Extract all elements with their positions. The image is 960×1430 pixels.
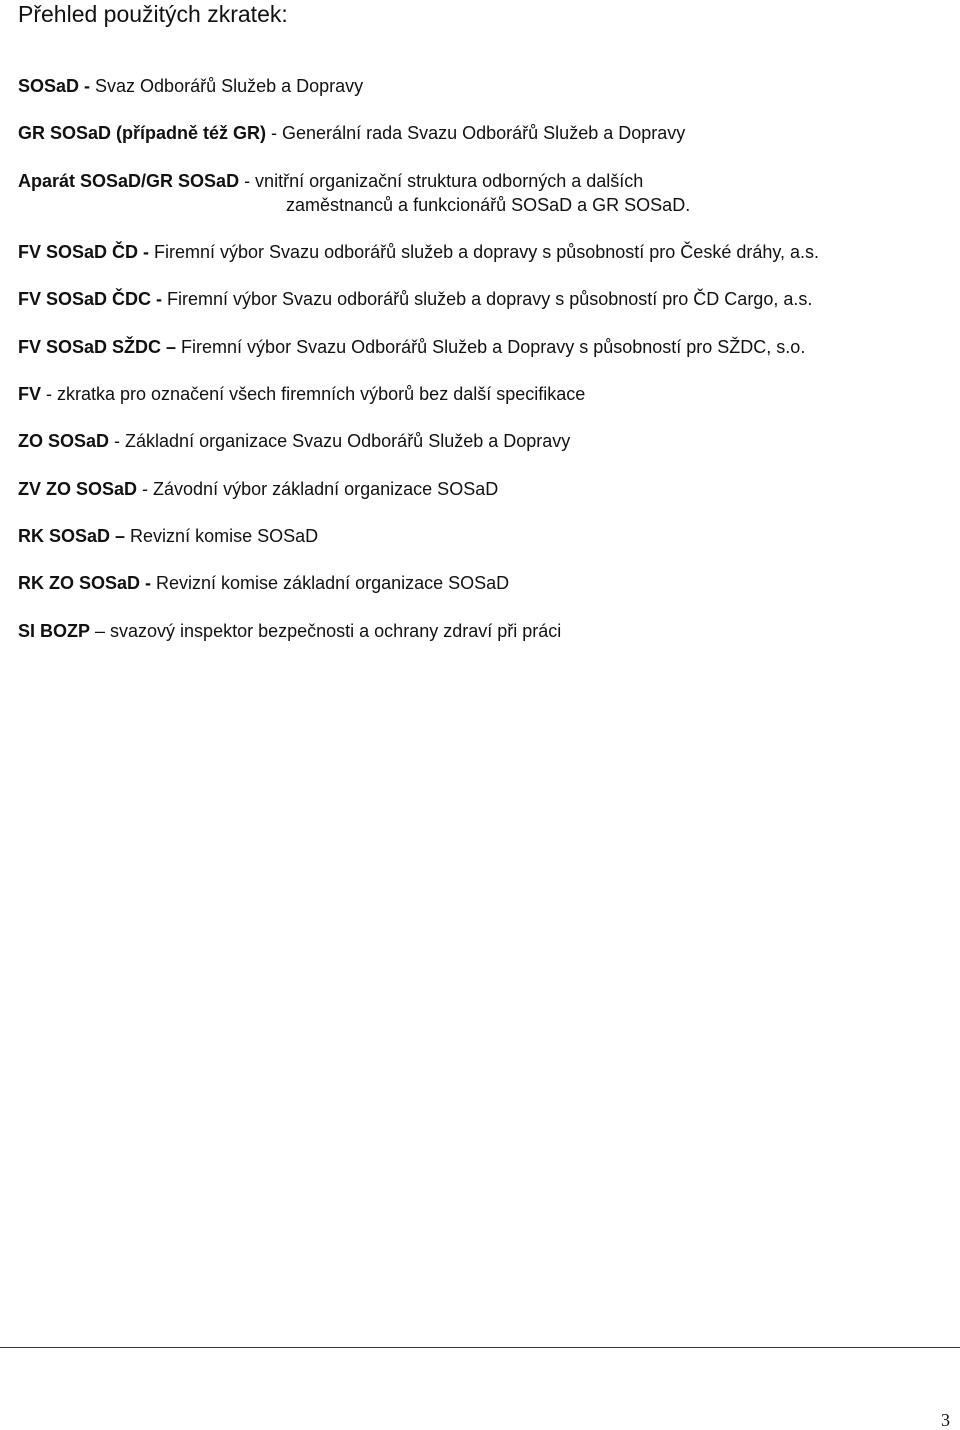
abbreviation-entry: [18, 122, 685, 144]
page-number: 3: [941, 1410, 950, 1430]
abbreviation: ZV ZO SOSaD: [18, 479, 138, 499]
abbreviation: SOSaD -: [18, 76, 91, 96]
abbreviation: RK ZO SOSaD -: [18, 573, 152, 593]
abbreviation: FV SOSaD ČD -: [18, 242, 150, 262]
definition: Revizní komise SOSaD: [125, 526, 319, 546]
definition-continuation: zaměstnanců a funkcionářů SOSaD a GR SOSaD.: [286, 195, 691, 215]
abbreviation-entry: [18, 75, 363, 97]
abbreviation: ZO SOSaD: [18, 431, 110, 451]
abbreviation: FV SOSaD ČDC -: [18, 289, 163, 309]
abbreviation: FV SOSaD SŽDC –: [18, 337, 177, 357]
abbreviation-entry: [18, 525, 318, 547]
abbreviation: Aparát SOSaD/GR SOSaD: [18, 171, 240, 191]
abbreviation-entry: [18, 288, 812, 310]
definition: Svaz Odborářů Služeb a Dopravy: [90, 76, 364, 96]
abbreviation-entry: [18, 241, 819, 263]
abbreviation-entry: [18, 478, 498, 500]
definition: - zkratka pro označení všech firemních výborů bez další specifikace: [41, 384, 586, 404]
abbreviation-entry: [18, 620, 561, 642]
definition: Firemní výbor Svazu odborářů služeb a dopravy s působností pro ČD Cargo, a.s.: [162, 289, 813, 309]
definition: Revizní komise základní organizace SOSaD: [151, 573, 510, 593]
abbreviation: FV: [18, 384, 42, 404]
footer-divider: [0, 1347, 960, 1348]
abbreviation-entry: [18, 383, 585, 405]
abbreviation: GR SOSaD (případně též GR): [18, 123, 267, 143]
abbreviation: RK SOSaD –: [18, 526, 126, 546]
abbreviation-entry: [18, 572, 509, 594]
abbreviation-entry: [18, 430, 570, 452]
definition: - Generální rada Svazu Odborářů Služeb a Dopravy: [266, 123, 686, 143]
definition: Firemní výbor Svazu odborářů služeb a dopravy s působností pro České dráhy, a.s.: [149, 242, 820, 262]
abbreviation: SI BOZP: [18, 621, 91, 641]
definition: - vnitřní organizační struktura odborných a dalších: [239, 171, 644, 191]
definition: Firemní výbor Svazu Odborářů Služeb a Dopravy s působností pro SŽDC, s.o.: [176, 337, 806, 357]
page-title: Přehled použitých zkratek:: [18, 1, 288, 27]
abbreviation-entry: [18, 336, 805, 358]
definition: - Závodní výbor základní organizace SOSaD: [137, 479, 499, 499]
definition: - Základní organizace Svazu Odborářů Služeb a Dopravy: [109, 431, 571, 451]
definition: – svazový inspektor bezpečnosti a ochrany zdraví při práci: [90, 621, 562, 641]
abbreviation-entry: [18, 170, 643, 192]
